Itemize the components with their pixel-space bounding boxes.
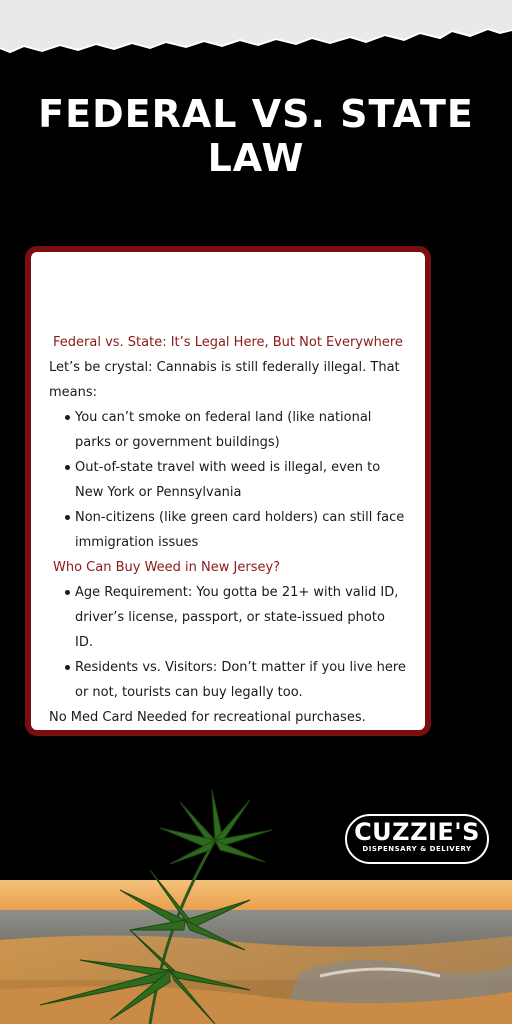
section-heading-federal-state: Federal vs. State: It’s Legal Here, But Not Everywhere — [53, 335, 403, 350]
list-item: Out-of-state travel with weed is illegal, even to New York or Pennsylvania — [65, 455, 407, 505]
brand-name: CUZZIE'S — [354, 818, 480, 846]
closing-text: No Med Card Needed for recreational purchases. — [49, 710, 366, 725]
cannabis-leaf-icon — [0, 780, 320, 1024]
list-item: Non-citizens (like green card holders) can still face immigration issues — [65, 505, 407, 555]
section-heading-who-can-buy: Who Can Buy Weed in New Jersey? — [53, 560, 281, 575]
purchase-requirements-list — [49, 580, 407, 705]
list-item: Residents vs. Visitors: Don’t matter if you live here or not, tourists can buy legally too. — [65, 655, 407, 705]
list-item: You can’t smoke on federal land (like national parks or government buildings) — [65, 405, 407, 455]
list-item: Age Requirement: You gotta be 21+ with valid ID, driver’s license, passport, or state-issued photo ID. — [65, 580, 407, 655]
torn-paper-strip — [0, 0, 512, 60]
info-card — [25, 246, 431, 736]
brand-tagline: DISPENSARY & DELIVERY — [362, 845, 472, 853]
page-title — [0, 92, 512, 180]
title-line-1: FEDERAL VS. STATE — [38, 92, 474, 136]
title-line-2: LAW — [207, 136, 305, 180]
brand-logo — [345, 814, 489, 864]
federal-restrictions-list — [49, 405, 407, 555]
intro-text: Let’s be crystal: Cannabis is still federally illegal. That means: — [49, 360, 400, 400]
